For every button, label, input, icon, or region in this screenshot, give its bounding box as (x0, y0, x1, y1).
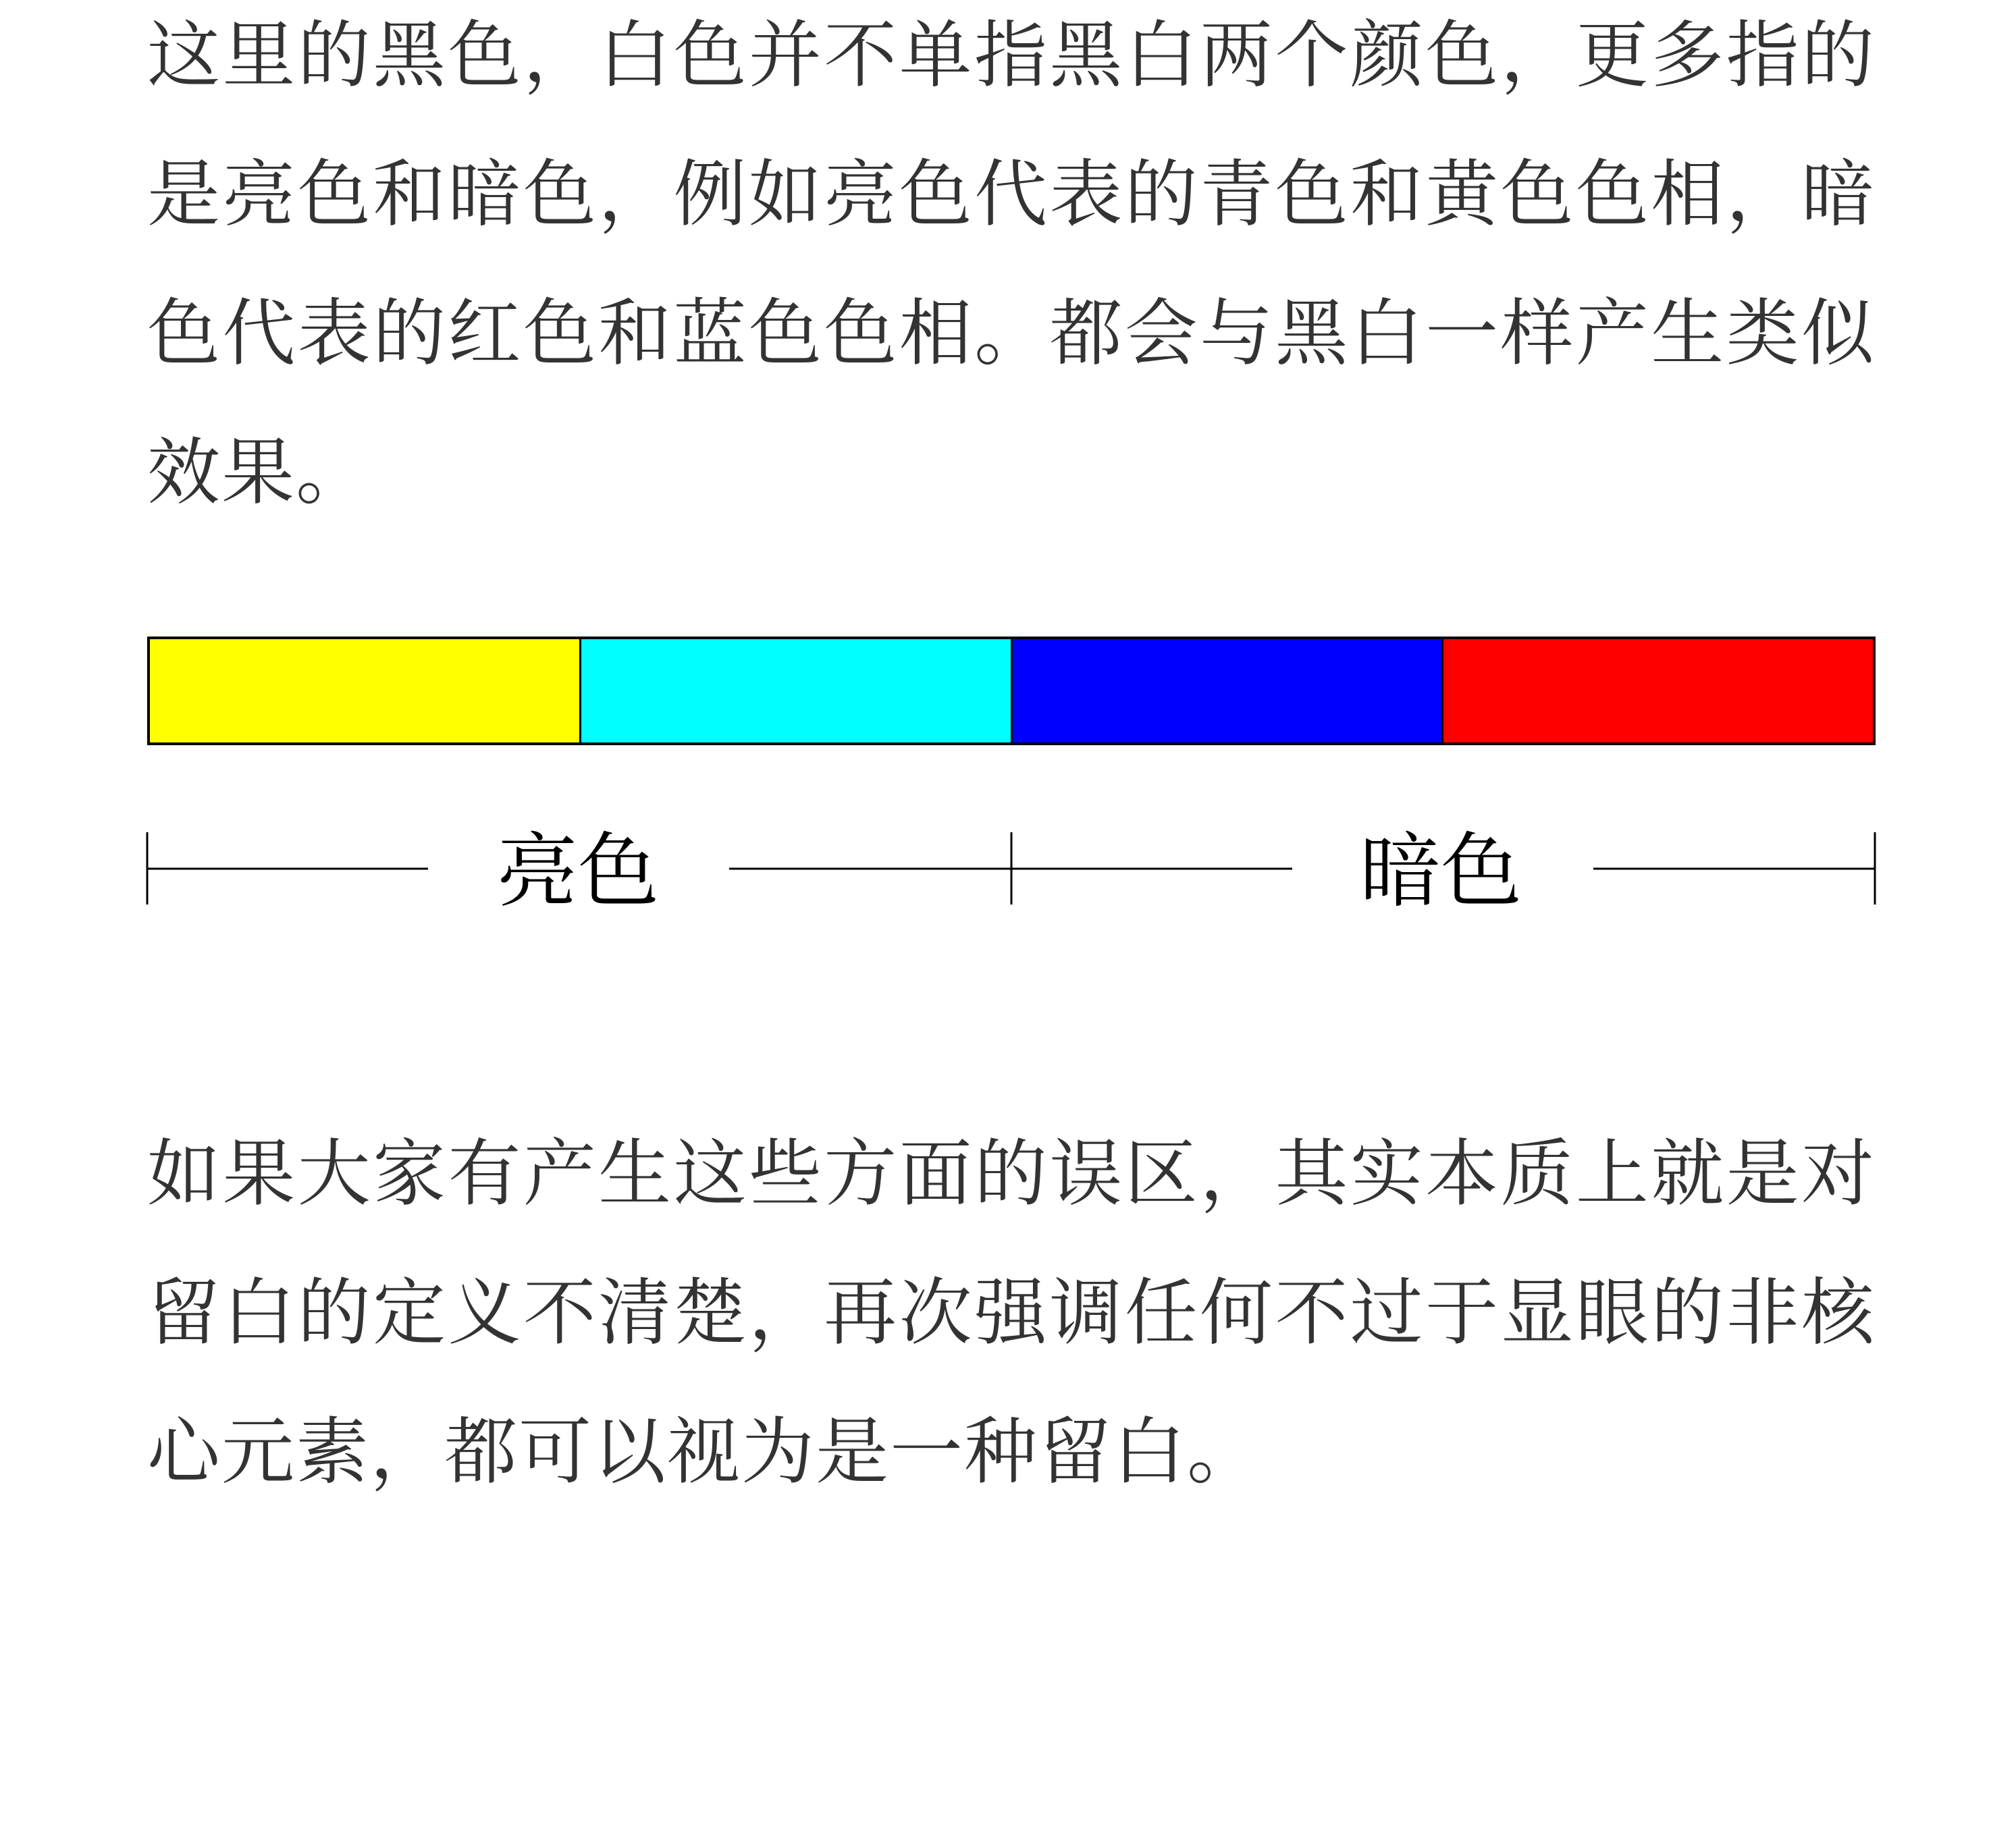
paragraph-intro: 这里的黑色，白色并不单指黑白两个颜色，更多指的是亮色和暗色，例如亮色代表的青色和黄色色相，暗色代表的红色和蓝色色相。都会与黑白一样产生类似效果。 (147, 13, 1876, 515)
paragraph-conclusion: 如果大家有产生这些方面的误区，其实本质上就是对留白的定义不清楚，再次强调任何不过于显眼的非核心元素，都可以视为是一种留白。 (147, 1132, 1876, 1494)
dark-color-label: 暗色 (1360, 825, 1522, 919)
light-color-label: 亮色 (497, 825, 659, 919)
